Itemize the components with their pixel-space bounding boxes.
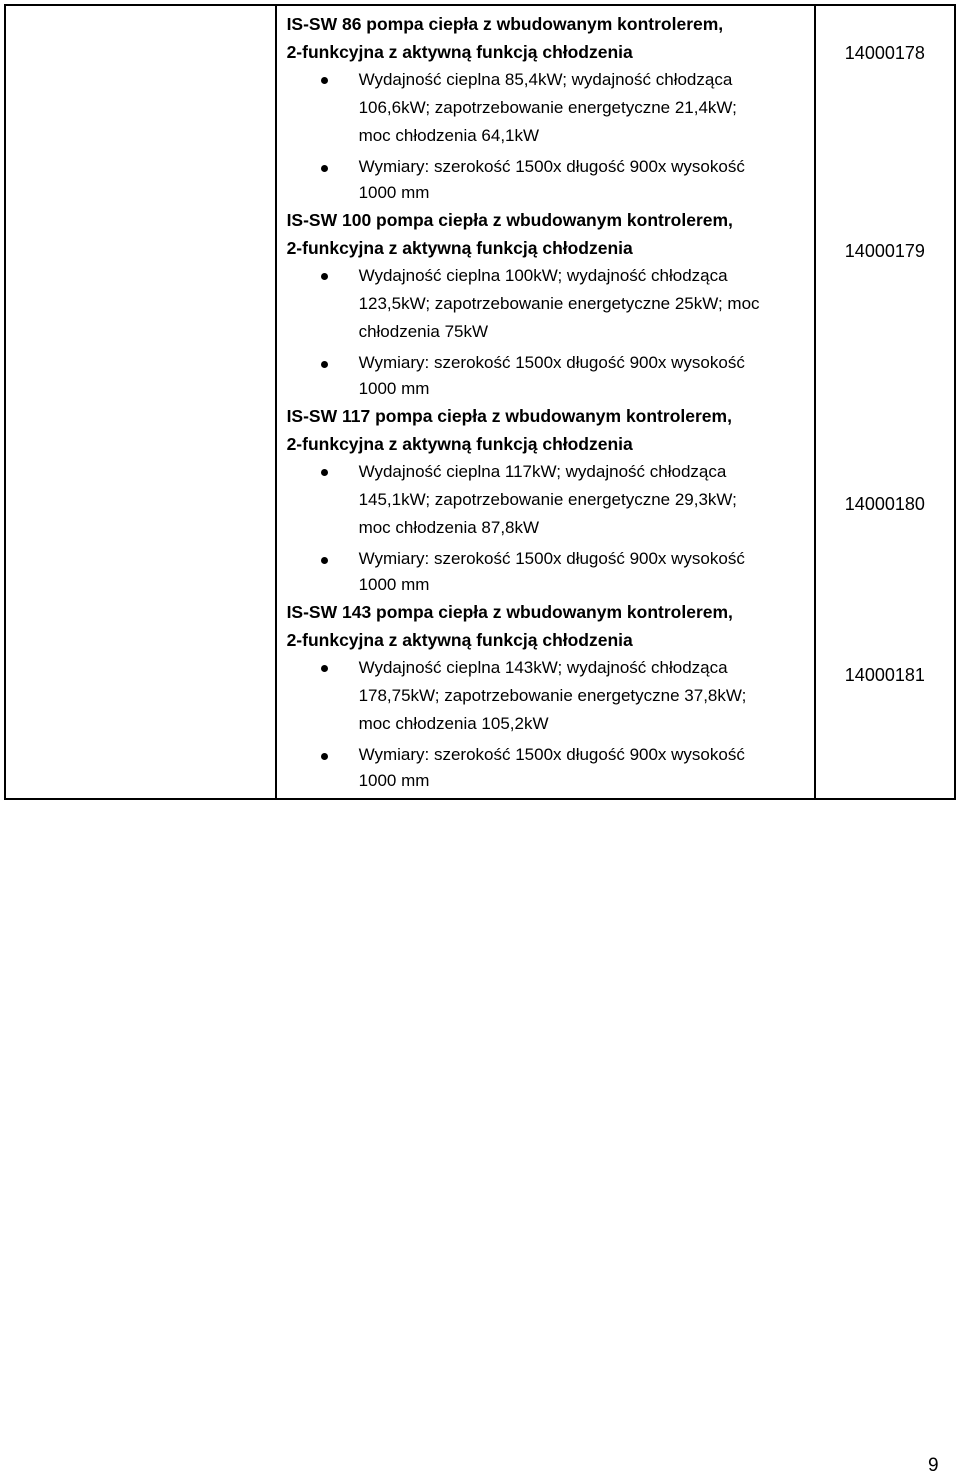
product-entry bbox=[287, 10, 806, 206]
spec-line: 106,6kW; zapotrzebowanie energetyczne 21,4kW; bbox=[358, 98, 737, 117]
bullet-icon bbox=[321, 165, 328, 172]
dimension-line: Wymiary: szerokość 1500x długość 900x wysokość bbox=[358, 353, 745, 372]
spec-line: chłodzenia 75kW bbox=[358, 322, 489, 341]
product-title-line1: IS-SW 143 pompa ciepła z wbudowanym kontrolerem, bbox=[286, 602, 733, 622]
spec-line: Wydajność cieplna 117kW; wydajność chłodząca bbox=[358, 462, 727, 481]
product-title-line1: IS-SW 100 pompa ciepła z wbudowanym kontrolerem, bbox=[286, 210, 733, 230]
list-item bbox=[359, 654, 806, 738]
product-title-line2: 2-funkcyjna z aktywną funkcją chłodzenia bbox=[286, 434, 633, 454]
description-cell bbox=[276, 5, 815, 799]
spec-line: Wydajność cieplna 143kW; wydajność chłodząca bbox=[358, 658, 728, 677]
spec-line: 145,1kW; zapotrzebowanie energetyczne 29,3kW; bbox=[358, 490, 737, 509]
bullet-icon bbox=[321, 361, 328, 368]
dimension-line: Wymiary: szerokość 1500x długość 900x wysokość bbox=[358, 745, 745, 764]
product-title-line2: 2-funkcyjna z aktywną funkcją chłodzenia bbox=[286, 238, 633, 258]
product-title-line2: 2-funkcyjna z aktywną funkcją chłodzenia bbox=[286, 42, 633, 62]
bullet-icon bbox=[321, 469, 328, 476]
spec-list bbox=[287, 654, 806, 794]
bullet-icon bbox=[321, 557, 328, 564]
spec-list bbox=[287, 458, 806, 598]
dimension-line: 1000 mm bbox=[358, 771, 430, 790]
product-title-line2: 2-funkcyjna z aktywną funkcją chłodzenia bbox=[286, 630, 633, 650]
dimension-line: 1000 mm bbox=[358, 183, 430, 202]
page-number: 9 bbox=[928, 1455, 939, 1476]
list-item bbox=[359, 350, 806, 402]
dimension-line: 1000 mm bbox=[358, 575, 430, 594]
product-title-line1: IS-SW 117 pompa ciepła z wbudowanym kontrolerem, bbox=[286, 406, 732, 426]
product-title-line1: IS-SW 86 pompa ciepła z wbudowanym kontrolerem, bbox=[286, 14, 724, 34]
spec-line: 178,75kW; zapotrzebowanie energetyczne 37,8kW; bbox=[358, 686, 747, 705]
dimension-line: Wymiary: szerokość 1500x długość 900x wysokość bbox=[358, 157, 745, 176]
product-entry bbox=[287, 206, 806, 402]
empty-cell bbox=[5, 5, 276, 799]
list-item bbox=[359, 154, 806, 206]
spec-line: Wydajność cieplna 100kW; wydajność chłodząca bbox=[358, 266, 728, 285]
spec-list bbox=[287, 66, 806, 206]
product-code: 14000181 bbox=[844, 665, 925, 685]
product-code: 14000180 bbox=[844, 494, 925, 514]
spec-line: Wydajność cieplna 85,4kW; wydajność chłodząca bbox=[358, 70, 733, 89]
spec-list bbox=[287, 262, 806, 402]
spec-line: moc chłodzenia 87,8kW bbox=[358, 518, 540, 537]
bullet-icon bbox=[321, 665, 328, 672]
spec-line: moc chłodzenia 64,1kW bbox=[358, 126, 540, 145]
list-item bbox=[359, 458, 806, 542]
bullet-icon bbox=[321, 273, 328, 280]
code-cell bbox=[815, 5, 955, 799]
bullet-icon bbox=[321, 77, 328, 84]
spec-line: moc chłodzenia 105,2kW bbox=[358, 714, 549, 733]
product-code: 14000178 bbox=[844, 43, 925, 63]
dimension-line: Wymiary: szerokość 1500x długość 900x wysokość bbox=[358, 549, 745, 568]
product-code: 14000179 bbox=[844, 241, 925, 261]
list-item bbox=[359, 546, 806, 598]
table-row bbox=[5, 5, 955, 799]
dimension-line: 1000 mm bbox=[358, 379, 430, 398]
list-item bbox=[359, 66, 806, 150]
product-entry bbox=[287, 598, 806, 794]
bullet-icon bbox=[321, 753, 328, 760]
product-entry bbox=[287, 402, 806, 598]
list-item bbox=[359, 742, 806, 794]
product-spec-table bbox=[4, 4, 956, 800]
list-item bbox=[359, 262, 806, 346]
spec-line: 123,5kW; zapotrzebowanie energetyczne 25kW; moc bbox=[358, 294, 760, 313]
